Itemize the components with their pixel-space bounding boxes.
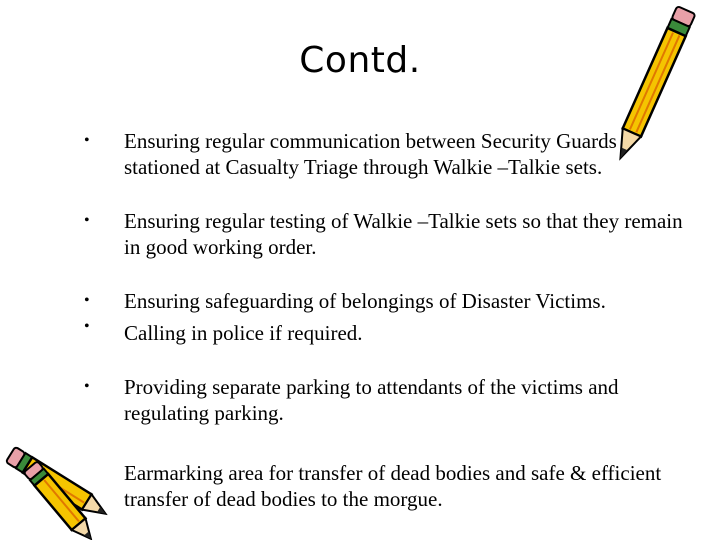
pencils-icon <box>0 432 124 540</box>
bullet-item-parking: Providing separate parking to attendants of the victims and regulating parking. <box>124 375 619 425</box>
bullet-marker: • <box>84 132 90 149</box>
bullet-item-police: Calling in police if required. <box>124 321 363 345</box>
bullet-item-belongings: Ensuring safeguarding of belongings of Disaster Victims. <box>124 289 606 313</box>
bullet-item-communication: Ensuring regular communication between Security Guards stationed at Casualty Triage through Walkie –Talkie sets. <box>124 129 617 179</box>
bullet-item-dead-bodies: Earmarking area for transfer of dead bodies and safe & efficient transfer of dead bodies to the morgue. <box>124 461 662 511</box>
bullet-marker: • <box>84 318 90 335</box>
pencil-icon <box>586 0 720 170</box>
bullet-marker: • <box>84 292 90 309</box>
bullet-item-testing: Ensuring regular testing of Walkie –Talkie sets so that they remain in good working order. <box>124 209 683 259</box>
slide-title: Contd. <box>299 40 421 81</box>
bullet-marker: • <box>84 378 90 395</box>
bullet-marker: • <box>84 212 90 229</box>
